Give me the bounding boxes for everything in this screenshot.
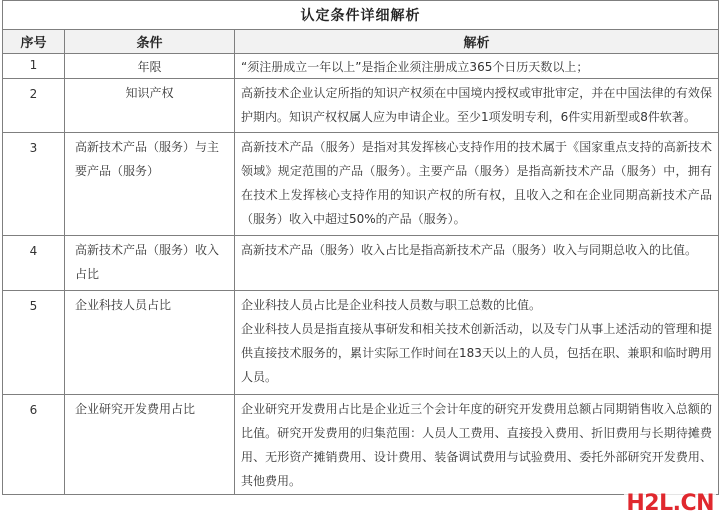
explanation-paragraph: 企业科技人员占比是企业科技人员数与职工总数的比值。 xyxy=(241,298,542,312)
explanation-paragraph: “须注册成立一年以上”是指企业须注册成立365个日历天数以上； xyxy=(241,60,589,74)
explanation-paragraph: 高新技术企业认定所指的知识产权须在中国境内授权或审批审定，并在中国法律的有效保护期内。知识产权权属人应为申请企业。至少1项发明专利，6件实用新型或8件软著。 xyxy=(241,86,713,124)
table-row xyxy=(3,54,719,79)
table-row xyxy=(3,291,719,395)
row-explanation xyxy=(235,291,719,395)
row-explanation xyxy=(235,236,719,291)
row-explanation xyxy=(235,133,719,236)
header-explanation: 解析 xyxy=(235,30,719,54)
table-row xyxy=(3,395,719,495)
table-header-row xyxy=(3,30,719,54)
row-condition: 高新技术产品（服务）收入占比 xyxy=(65,236,235,291)
row-number: 3 xyxy=(3,133,65,236)
criteria-table xyxy=(2,0,719,495)
row-number: 6 xyxy=(3,395,65,495)
row-condition: 年限 xyxy=(65,54,235,79)
table-row xyxy=(3,133,719,236)
row-condition: 知识产权 xyxy=(65,79,235,133)
row-number: 2 xyxy=(3,79,65,133)
table-title: 认定条件详细解析 xyxy=(3,1,719,30)
explanation-paragraph: 企业科技人员是指直接从事研发和相关技术创新活动，以及专门从事上述活动的管理和提供直接技术服务的，累计实际工作时间在183天以上的人员，包括在职、兼职和临时聘用人员。 xyxy=(241,322,713,384)
table-row xyxy=(3,236,719,291)
row-condition: 企业科技人员占比 xyxy=(65,291,235,395)
header-condition: 条件 xyxy=(65,30,235,54)
row-explanation xyxy=(235,54,719,79)
site-watermark: H2L.CN xyxy=(626,491,714,516)
header-no: 序号 xyxy=(3,30,65,54)
row-condition: 高新技术产品（服务）与主要产品（服务） xyxy=(65,133,235,236)
row-number: 1 xyxy=(3,54,65,79)
table-row xyxy=(3,79,719,133)
row-condition: 企业研究开发费用占比 xyxy=(65,395,235,495)
table-title-row xyxy=(3,1,719,30)
row-explanation xyxy=(235,395,719,495)
explanation-paragraph: 高新技术产品（服务）是指对其发挥核心支持作用的技术属于《国家重点支持的高新技术领域》规定范围的产品（服务）。主要产品（服务）是指高新技术产品（服务）中，拥有在技术上发挥核心支持作用的知识产权的所有权，且收入之和在企业同期高新技术产品（服务）收入中超过50%的产品（服务）。 xyxy=(241,140,713,226)
row-number: 5 xyxy=(3,291,65,395)
explanation-paragraph: 企业研究开发费用占比是企业近三个会计年度的研究开发费用总额占同期销售收入总额的比值。研究开发费用的归集范围：人员人工费用、直接投入费用、折旧费用与长期待摊费用、无形资产摊销费用、设计费用、装备调试费用与试验费用、委托外部研究开发费用、其他费用。 xyxy=(241,402,713,488)
row-number: 4 xyxy=(3,236,65,291)
explanation-paragraph: 高新技术产品（服务）收入占比是指高新技术产品（服务）收入与同期总收入的比值。 xyxy=(241,243,698,257)
row-explanation xyxy=(235,79,719,133)
